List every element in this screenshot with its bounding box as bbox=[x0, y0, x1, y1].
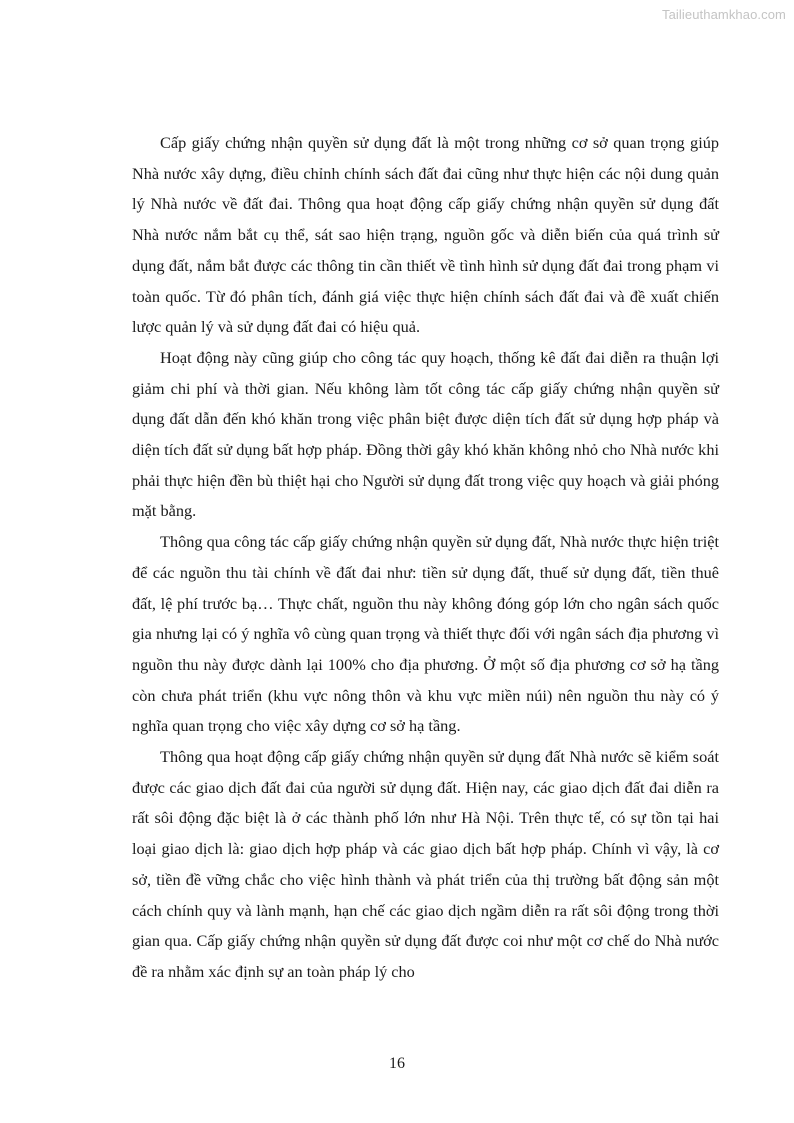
paragraph-2: Hoạt động này cũng giúp cho công tác quy hoạch, thống kê đất đai diễn ra thuận lợi giảm chi phí và thời gian. Nếu không làm tốt công tác cấp giấy chứng nhận quyền sử dụng đất dẫn đến khó khăn trong việc phân biệt được diện tích đất sử dụng hợp pháp và diện tích đất sử dụng bất hợp pháp. Đồng thời gây khó khăn không nhỏ cho Nhà nước khi phải thực hiện đền bù thiệt hại cho Người sử dụng đất trong việc quy hoạch và giải phóng mặt bằng. bbox=[132, 347, 719, 521]
paragraph-4: Thông qua hoạt động cấp giấy chứng nhận quyền sử dụng đất Nhà nước sẽ kiểm soát được các giao dịch đất đai của người sử dụng đất. Hiện nay, các giao dịch đất đai diễn ra rất sôi động đặc biệt là ở các thành phố lớn như Hà Nội. Trên thực tế, có sự tồn tại hai loại giao dịch là: giao dịch hợp pháp và các giao dịch bất hợp pháp. Chính vì vậy, là cơ sở, tiền đề vững chắc cho việc hình thành và phát triển của thị trường bất động sản một cách chính quy và lành mạnh, hạn chế các giao dịch ngầm diễn ra rất sôi động trong thời gian qua. Cấp giấy chứng nhận quyền sử dụng đất được coi như một cơ chế do Nhà nước đề ra nhằm xác định sự an toàn pháp lý cho bbox=[132, 747, 719, 981]
document-body bbox=[132, 128, 719, 988]
page-number: 16 bbox=[389, 1055, 405, 1072]
watermark-text: Tailieuthamkhao.com bbox=[661, 7, 786, 22]
paragraph-3: Thông qua công tác cấp giấy chứng nhận quyền sử dụng đất, Nhà nước thực hiện triệt để các nguồn thu tài chính về đất đai như: tiền sử dụng đất, thuế sử dụng đất, tiền thuê đất, lệ phí trước bạ… Thực chất, nguồn thu này không đóng góp lớn cho ngân sách quốc gia nhưng lại có ý nghĩa vô cùng quan trọng và thiết thực đối với ngân sách địa phương vì nguồn thu này được dành lại 100% cho địa phương. Ở một số địa phương cơ sở hạ tầng còn chưa phát triển (khu vực nông thôn và khu vực miền núi) nên nguồn thu này có ý nghĩa quan trọng cho việc xây dựng cơ sở hạ tầng. bbox=[132, 532, 719, 736]
paragraph-1: Cấp giấy chứng nhận quyền sử dụng đất là một trong những cơ sở quan trọng giúp Nhà nước xây dựng, điều chỉnh chính sách đất đai cũng như thực hiện các nội dung quản lý Nhà nước về đất đai. Thông qua hoạt động cấp giấy chứng nhận quyền sử dụng đất Nhà nước nắm bắt cụ thể, sát sao hiện trạng, nguồn gốc và diễn biến của quá trình sử dụng đất, nắm bắt được các thông tin cần thiết về tình hình sử dụng đất đai trong phạm vi toàn quốc. Từ đó phân tích, đánh giá việc thực hiện chính sách đất đai và đề xuất chiến lược quản lý và sử dụng đất đai có hiệu quả. bbox=[132, 133, 719, 337]
